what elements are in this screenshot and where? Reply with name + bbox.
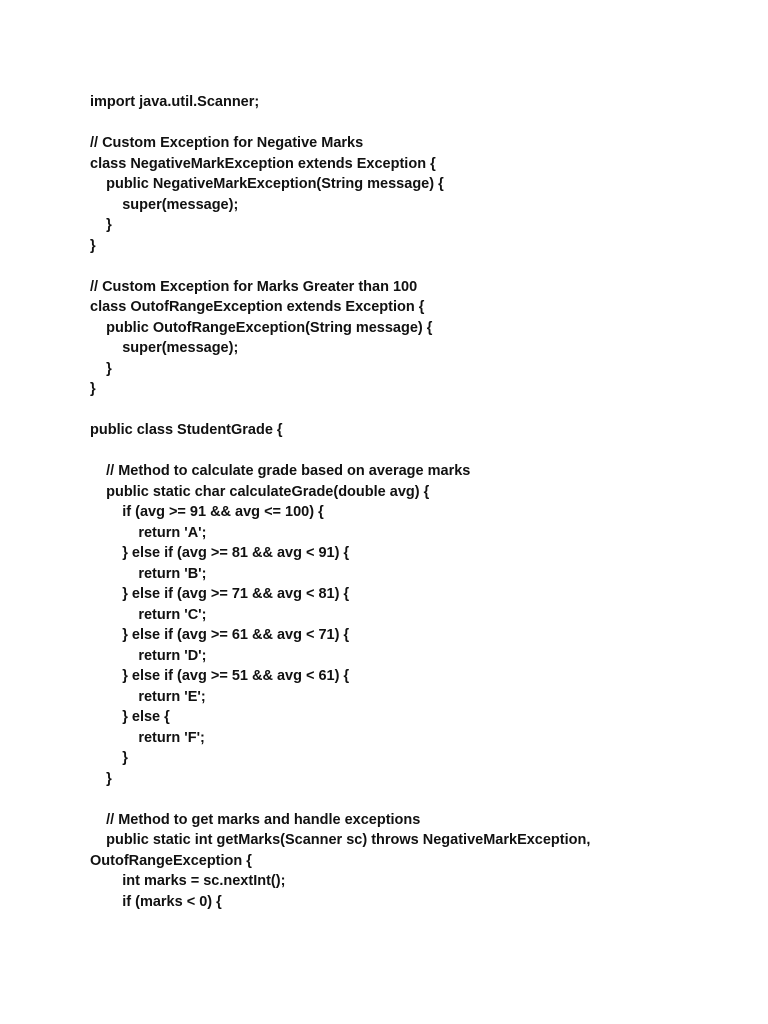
code-line: } else if (avg >= 51 && avg < 61) { <box>90 668 350 684</box>
code-line: if (marks < 0) { <box>90 893 222 910</box>
code-line: return 'D'; <box>90 647 207 664</box>
code-line: public OutofRangeException(String message) { <box>90 319 433 336</box>
code-line: return 'C'; <box>90 606 207 623</box>
code-line: int marks = sc.nextInt(); <box>90 873 286 889</box>
code-line: } <box>90 381 96 397</box>
code-line: public NegativeMarkException(String message) { <box>90 176 444 192</box>
code-line <box>90 441 750 462</box>
code-line: super(message); <box>90 340 239 356</box>
code-line: } <box>90 750 128 766</box>
code-line: class NegativeMarkException extends Exception { <box>90 155 436 172</box>
code-line: } <box>90 770 112 787</box>
code-line: public static char calculateGrade(double avg) { <box>90 483 430 500</box>
code-line: // Custom Exception for Negative Marks <box>90 135 364 151</box>
code-line: } else if (avg >= 81 && avg < 91) { <box>90 545 350 561</box>
code-line: public static int getMarks(Scanner sc) throws NegativeMarkException, <box>90 832 591 848</box>
code-line <box>90 113 750 134</box>
code-block <box>90 92 750 912</box>
code-line: return 'A'; <box>90 524 207 541</box>
code-line: return 'F'; <box>90 729 205 746</box>
code-line: } else if (avg >= 61 && avg < 71) { <box>90 627 350 643</box>
code-line: class OutofRangeException extends Exception { <box>90 299 425 315</box>
code-line: return 'E'; <box>90 688 206 705</box>
code-line: return 'B'; <box>90 565 207 582</box>
code-line: } <box>90 217 112 233</box>
code-line: // Method to calculate grade based on average marks <box>90 463 471 479</box>
code-line: // Method to get marks and handle exceptions <box>90 811 421 828</box>
code-line: OutofRangeException { <box>90 852 252 869</box>
code-line: super(message); <box>90 196 239 213</box>
code-line: public class StudentGrade { <box>90 422 283 438</box>
code-line <box>90 400 750 421</box>
code-line: if (avg >= 91 && avg <= 100) { <box>90 504 324 520</box>
code-line: } else { <box>90 709 170 725</box>
code-line <box>90 256 750 277</box>
code-line <box>90 789 750 810</box>
code-line: } else if (avg >= 71 && avg < 81) { <box>90 586 350 602</box>
code-line: } <box>90 360 112 377</box>
code-line: // Custom Exception for Marks Greater than 100 <box>90 278 418 295</box>
code-line: } <box>90 237 96 254</box>
code-line: import java.util.Scanner; <box>90 94 260 110</box>
